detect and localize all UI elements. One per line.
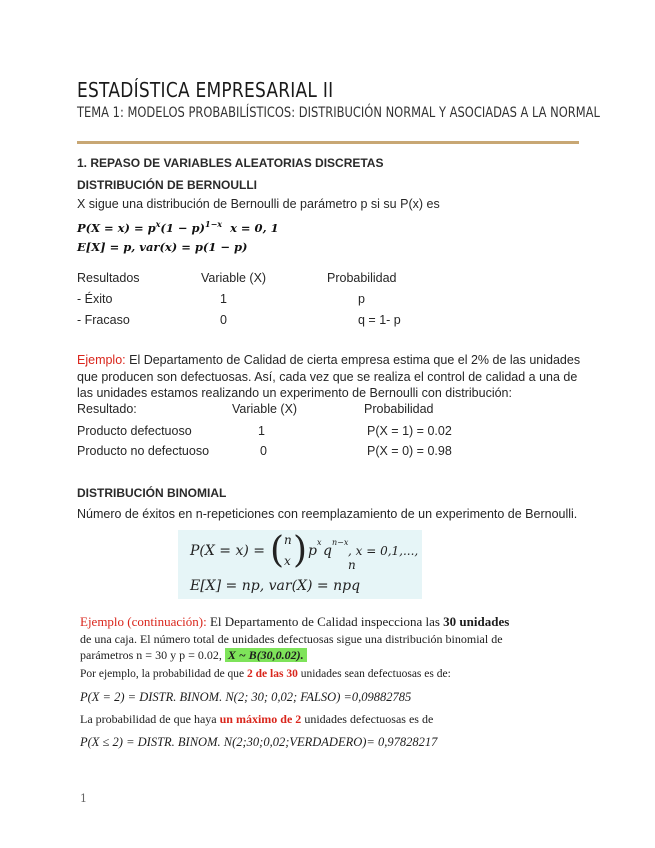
bernoulli-intro: X sigue una distribución de Bernoulli de parámetro p si su P(x) es [77, 197, 440, 211]
binomial-moments: E[X] = np, var(X) = npq [190, 578, 361, 594]
document-title: ESTADÍSTICA EMPRESARIAL II [77, 78, 334, 102]
table-header: Probabilidad [364, 402, 434, 416]
table-header: Variable (X) [201, 271, 267, 285]
binomial-example-line2: de una caja. El número total de unidades defectuosas sigue una distribución binomial de [80, 632, 503, 646]
binomial-formula-exact: P(X = 2) = DISTR. BINOM. N(2; 30; 0,02; FALSO) =0,09882785 [80, 690, 412, 704]
document-subtitle: TEMA 1: MODELOS PROBABILÍSTICOS: DISTRIBUCIÓN NORMAL Y ASOCIADAS A LA NORMAL [77, 105, 600, 121]
bernoulli-example-line2: que producen son defectuosas. Así, cada vez que se realiza el control de calidad a una de [77, 370, 578, 384]
table-cell: P(X = 0) = 0.98 [367, 444, 452, 458]
binomial-pmf-left: P(X = x) = [190, 543, 266, 559]
binomial-example-line5: La probabilidad de que haya un máximo de 2 unidades defectuosas es de [80, 712, 434, 726]
table-cell: q = 1- p [358, 313, 401, 327]
binomial-heading: DISTRIBUCIÓN BINOMIAL [77, 486, 227, 500]
bernoulli-formula-pmf: $P(X = x) = p^x(1 - p)^{1-x}$ x = 0, 1 [77, 219, 279, 235]
table-header: Resultados [77, 271, 140, 285]
binomial-pmf-exp-nx: n−x [332, 538, 349, 547]
table-header: Variable (X) [232, 402, 298, 416]
table-cell: P(X = 1) = 0.02 [367, 424, 452, 438]
table-cell: 1 [220, 292, 227, 306]
table-cell: - Fracaso [77, 313, 130, 327]
binomial-left-paren: ( [270, 530, 285, 571]
binomial-coef-top: n [284, 533, 292, 547]
table-cell: Producto no defectuoso [77, 444, 210, 458]
binomial-example-line4: Por ejemplo, la probabilidad de que 2 de las 30 unidades sean defectuosas es de: [80, 668, 451, 680]
binomial-pmf-p: p [308, 543, 317, 559]
table-cell: - Éxito [77, 292, 113, 306]
table-cell: 0 [260, 444, 267, 458]
binomial-right-paren: ) [293, 530, 308, 571]
table-header: Resultado: [77, 402, 137, 416]
bernoulli-example-line3: las unidades estamos realizando un experimento de Bernoulli con distribución: [77, 386, 512, 400]
binomial-pmf-q: q [323, 543, 332, 559]
binomial-pmf-range: , x = 0,1,..., n [348, 544, 419, 572]
page-number: 1 [80, 792, 87, 805]
binomial-formula-box [178, 530, 422, 599]
table-cell: 1 [258, 424, 265, 438]
table-cell: Producto defectuoso [77, 424, 192, 438]
section-heading: 1. REPASO DE VARIABLES ALEATORIAS DISCRETAS [77, 156, 384, 170]
distribution-highlight: X ~ B(30,0.02). [225, 648, 307, 662]
binomial-intro: Número de éxitos en n-repeticiones con reemplazamiento de un experimento de Bernoulli. [77, 507, 578, 521]
binomial-formula-cumulative: P(X ≤ 2) = DISTR. BINOM. N(2;30;0,02;VERDADERO)= 0,97828217 [80, 735, 438, 749]
binomial-example-line3: parámetros n = 30 y p = 0.02, X ~ B(30,0.02). [80, 648, 307, 663]
table-header: Probabilidad [327, 271, 397, 285]
bernoulli-example-line1: Ejemplo: El Departamento de Calidad de cierta empresa estima que el 2% de las unidades [77, 353, 581, 367]
binomial-coef-bottom: x [284, 554, 291, 568]
header-divider [77, 141, 579, 144]
binomial-example-line1: Ejemplo (continuación): El Departamento de Calidad inspecciona las 30 unidades [80, 614, 510, 629]
bernoulli-formula-moments: E[X] = p, var(x) = p(1 − p) [77, 240, 248, 254]
table-cell: 0 [220, 313, 227, 327]
table-cell: p [358, 292, 365, 306]
bernoulli-heading: DISTRIBUCIÓN DE BERNOULLI [77, 178, 257, 192]
binomial-pmf-exp-x: x [317, 538, 322, 547]
